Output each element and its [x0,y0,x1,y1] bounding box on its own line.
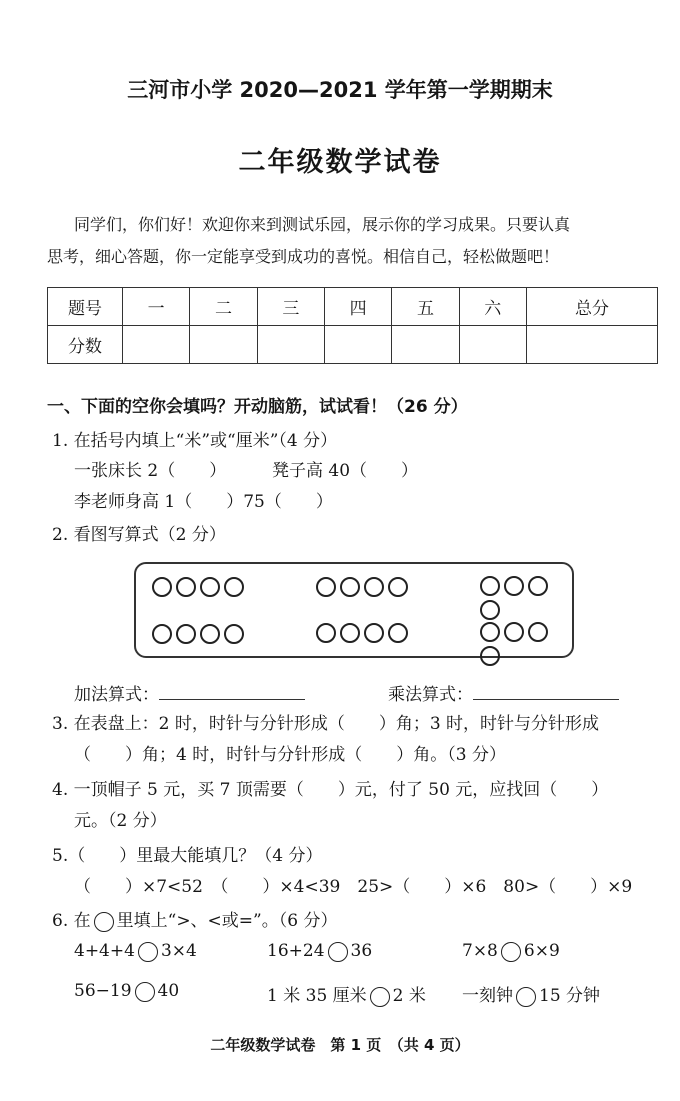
circle-group [480,576,572,624]
q1-item-c[interactable]: 李老师身高 1（ ）75（ ） [74,492,333,512]
counting-picture [134,562,574,658]
q6-stem-after: 里填上“>、<或=”。（6 分） [116,911,338,931]
comparison-item [462,981,600,1007]
score-input-cell[interactable] [257,326,324,364]
comparison-item [74,981,179,1002]
score-input-cell[interactable] [459,326,526,364]
circle-icon [316,577,336,597]
circle-icon [480,600,500,620]
compare-circle-input[interactable] [370,987,390,1007]
circle-icon [388,577,408,597]
intro-line-2: 思考，细心答题，你一定能享受到成功的喜悦。相信自己，轻松做题吧！ [47,247,560,266]
q6-stem [52,906,337,932]
multiplication-blank[interactable] [473,685,619,700]
circle-icon [224,577,244,597]
score-table-header-row [48,288,658,326]
circle-icon [480,622,500,642]
score-input-cell[interactable] [190,326,257,364]
circle-icon [528,576,548,596]
q4-line-2: 元。（2 分） [74,811,167,831]
q2-stem: 2. 看图写算式（2 分） [52,525,226,545]
comparison-left: 56−19 [74,981,132,1001]
page-footer: 二年级数学试卷 第 1 页 （共 4 页） [210,1036,470,1054]
compare-circle-input[interactable] [328,942,348,962]
circle-group [316,577,412,601]
circle-icon [200,624,220,644]
multiplication-label: 乘法算式： [388,685,473,705]
score-cell: 分数 [48,326,123,364]
comparison-item [462,941,560,962]
circle-icon [224,624,244,644]
circle-icon [152,624,172,644]
q1-item-b[interactable]: 凳子高 40（ ） [272,461,419,481]
q5-items[interactable]: （ ）×7<52 （ ）×4<39 25>（ ）×6 80>（ ）×9 [74,877,633,897]
circle-icon [480,576,500,596]
compare-circle-icon [94,912,114,932]
score-cell: 三 [257,288,324,326]
score-table-score-row [48,326,658,364]
addition-label: 加法算式： [74,685,159,705]
circle-icon [152,577,172,597]
q1-item-a[interactable]: 一张床长 2（ ） [74,461,227,481]
q5-stem: 5.（ ）里最大能填几？（4 分） [52,846,323,866]
circle-icon [176,624,196,644]
q1-stem: 1. 在括号内填上“米”或“厘米”（4 分） [52,431,338,451]
circle-icon [528,622,548,642]
circle-icon [388,623,408,643]
compare-circle-input[interactable] [135,982,155,1002]
intro-line-1: 同学们，你们好！欢迎你来到测试乐园，展示你的学习成果。只要认真 [74,215,571,234]
comparison-left: 7×8 [462,941,498,961]
school-exam-header: 三河市小学 2020—2021 学年第一学期期末 [127,78,553,102]
comparison-right: 40 [157,981,180,1001]
comparison-right: 3×4 [160,941,197,961]
circle-group [152,577,248,601]
exam-title: 二年级数学试卷 [238,147,442,178]
comparison-item [74,941,197,962]
score-input-cell[interactable] [123,326,190,364]
circle-icon [364,577,384,597]
comparison-right: 15 分钟 [539,986,601,1006]
comparison-item [267,981,426,1007]
q4-line-1[interactable]: 4. 一顶帽子 5 元，买 7 顶需要（ ）元，付了 50 元，应找回（ ） [52,780,609,800]
compare-circle-input[interactable] [501,942,521,962]
score-cell: 总分 [526,288,657,326]
comparison-right: 2 米 [392,986,426,1006]
q3-line-2[interactable]: （ ）角；4 时，时针与分针形成（ ）角。（3 分） [74,745,506,765]
score-cell: 一 [123,288,190,326]
comparison-right: 6×9 [523,941,560,961]
multiplication-answer [388,680,619,705]
circle-group [480,622,572,670]
circle-icon [504,622,524,642]
q3-line-1[interactable]: 3. 在表盘上：2 时，时针与分针形成（ ）角；3 时，时针与分针形成 [52,714,600,734]
score-input-cell[interactable] [324,326,391,364]
circle-icon [316,623,336,643]
compare-circle-input[interactable] [516,987,536,1007]
score-input-cell[interactable] [526,326,657,364]
circle-group [152,624,248,648]
circle-group [316,623,412,647]
circle-icon [340,623,360,643]
score-cell: 题号 [48,288,123,326]
addition-blank[interactable] [159,685,305,700]
circle-icon [480,646,500,666]
score-input-cell[interactable] [392,326,459,364]
q6-stem-before: 6. 在 [52,911,91,931]
circle-icon [340,577,360,597]
circle-icon [504,576,524,596]
score-table [47,287,658,364]
circle-icon [176,577,196,597]
comparison-left: 16+24 [267,941,325,961]
score-cell: 六 [459,288,526,326]
score-cell: 五 [392,288,459,326]
circle-icon [200,577,220,597]
section-1-heading: 一、下面的空你会填吗？开动脑筋，试试看！（26 分） [47,397,468,417]
score-cell: 二 [190,288,257,326]
score-cell: 四 [324,288,391,326]
comparison-left: 一刻钟 [462,986,513,1006]
comparison-item [267,941,372,962]
comparison-left: 4+4+4 [74,941,135,961]
circle-icon [364,623,384,643]
compare-circle-input[interactable] [138,942,158,962]
comparison-left: 1 米 35 厘米 [267,986,367,1006]
addition-answer [74,680,305,705]
comparison-right: 36 [350,941,373,961]
